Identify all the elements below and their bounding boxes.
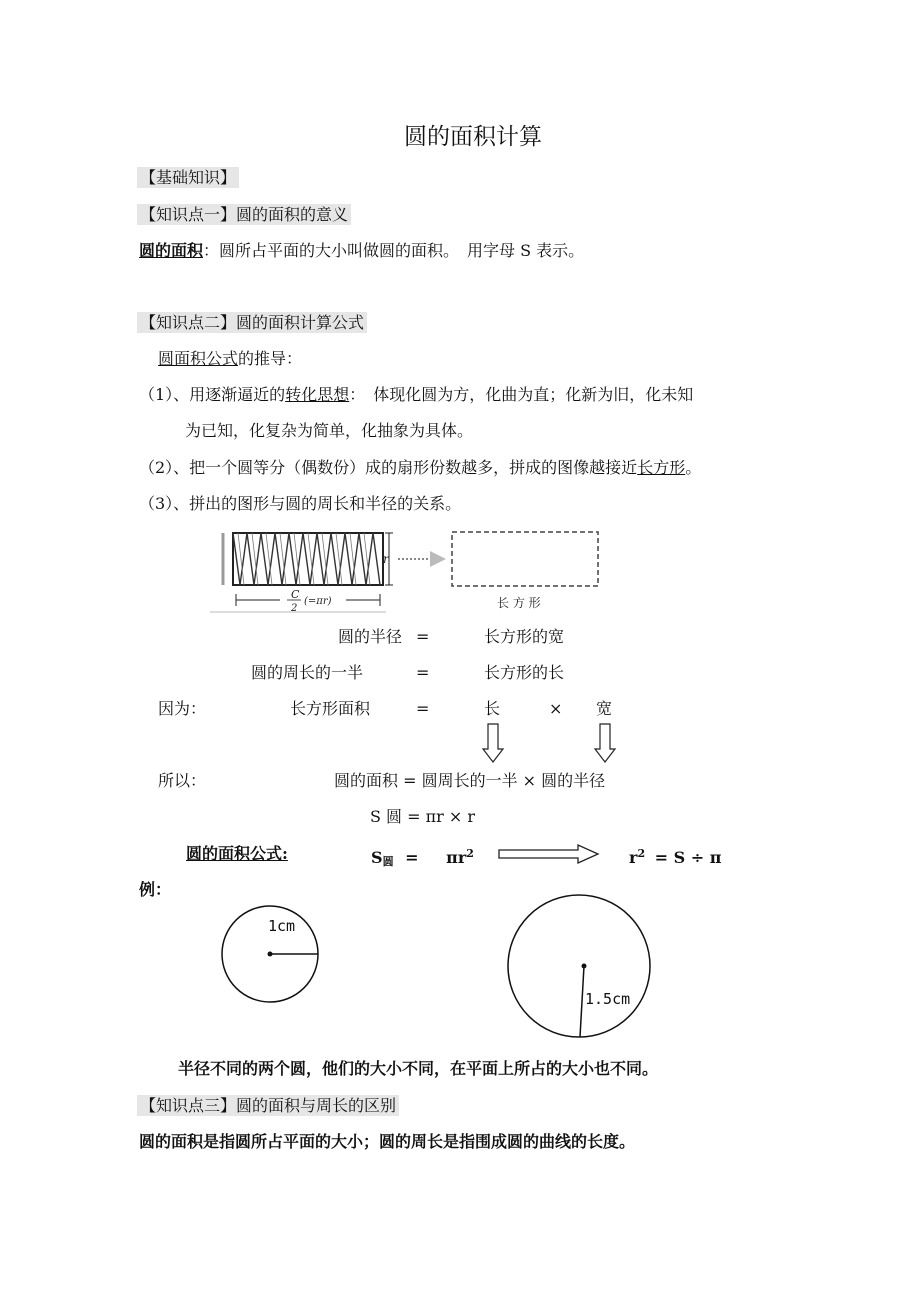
down-arrow-length [483, 724, 503, 762]
circle-small-label: 1cm [268, 917, 296, 935]
transform-arrow [398, 551, 446, 567]
formula-inverse [629, 843, 721, 869]
kp2-heading-label: 【知识点二】圆的面积计算公式 [137, 312, 367, 333]
kp3-heading [137, 1095, 399, 1117]
rel1-left: 圆的半径 [337, 627, 402, 646]
item-2-term: 长方形 [637, 458, 686, 477]
section-basic-label: 【基础知识】 [137, 167, 239, 188]
rel2-right: 长方形的长 [484, 663, 565, 682]
formula-sub: 圆 [382, 855, 394, 868]
formula-main [371, 843, 474, 873]
circle-large-outline [508, 895, 650, 1037]
formula-r-sup: 2 [637, 847, 646, 860]
kp1-definition-text: ：圆所占平面的大小叫做圆的面积。 用字母 S 表示。 [203, 241, 585, 260]
sector-strip-figure [210, 533, 393, 614]
formula-label-text: 圆的面积公式: [186, 844, 288, 863]
rel4: 圆的面积 = 圆周长的一半 × 圆的半径 [334, 771, 606, 790]
kp1-term: 圆的面积 [139, 241, 204, 260]
kp1-heading-label: 【知识点一】圆的面积的意义 [137, 204, 351, 225]
kp3-text: 圆的面积是指圆所占平面的大小；圆的周长是指围成圆的曲线的长度。 [139, 1132, 636, 1151]
rel3-times: × [549, 699, 563, 718]
fraction-denominator: 2 [291, 603, 298, 614]
item-1-rest: ： 体现化圆为方，化曲为直；化新为旧，化未知 [349, 385, 694, 404]
page-title: 圆的面积计算 [404, 124, 542, 150]
rel2-eq: = [416, 663, 430, 682]
derivation-term: 圆面积公式 [158, 349, 239, 368]
arrow-head [430, 551, 446, 567]
down-arrow-width [595, 724, 615, 762]
fraction-note: (=πr) [304, 596, 332, 607]
example-circle-large [508, 895, 650, 1037]
item-2-end: 。 [685, 458, 702, 477]
rel2-left: 圆的周长的一半 [251, 663, 364, 682]
rectangle-label: 长 方 形 [497, 596, 541, 610]
fraction-numerator: C [291, 588, 300, 601]
example-conclusion: 半径不同的两个圆，他们的大小不同，在平面上所占的大小也不同。 [178, 1059, 659, 1078]
rel3-width: 宽 [596, 699, 613, 718]
kp3-heading-label: 【知识点三】圆的面积与周长的区别 [137, 1095, 399, 1116]
formula-r: r [629, 848, 638, 867]
long-right-arrow [499, 845, 598, 863]
formula-pir: πr [446, 848, 467, 867]
item-1-continued: 为已知，化复杂为简单，化抽象为具体。 [185, 421, 474, 440]
therefore-label: 所以： [158, 771, 207, 790]
derivation-rest: 的推导： [238, 349, 303, 368]
height-label: r [383, 552, 389, 566]
item-1-term: 转化思想 [285, 385, 350, 404]
rel3-left: 长方形面积 [290, 699, 371, 718]
dashed-rectangle [452, 532, 598, 586]
item-2-prefix: （2）、把一个圆等分（偶数份）成的扇形份数越多，拼成的图像越接近 [139, 458, 638, 477]
rel1-right: 长方形的宽 [484, 627, 565, 646]
rectangle-figure [452, 532, 598, 610]
because-label: 因为： [158, 699, 207, 718]
rel3-eq: = [416, 699, 430, 718]
rel3-length: 长 [484, 699, 501, 718]
example-circle-small [222, 906, 318, 1002]
circle-large-label: 1.5cm [585, 990, 631, 1008]
rel1-eq: = [416, 627, 430, 646]
formula-s: S [371, 848, 383, 867]
example-label: 例： [139, 880, 172, 899]
circle-large-radius [580, 966, 584, 1037]
item-3: （3）、拼出的图形与圆的周长和半径的关系。 [139, 494, 462, 513]
formula-rest: = S ÷ π [654, 848, 722, 867]
formula-eq: = [405, 848, 419, 867]
item-1-prefix: （1）、用逐渐逼近的 [139, 385, 286, 404]
formula-label [186, 843, 288, 865]
formula-sup: 2 [466, 847, 474, 860]
rel5: S 圆 = πr × r [370, 807, 476, 826]
